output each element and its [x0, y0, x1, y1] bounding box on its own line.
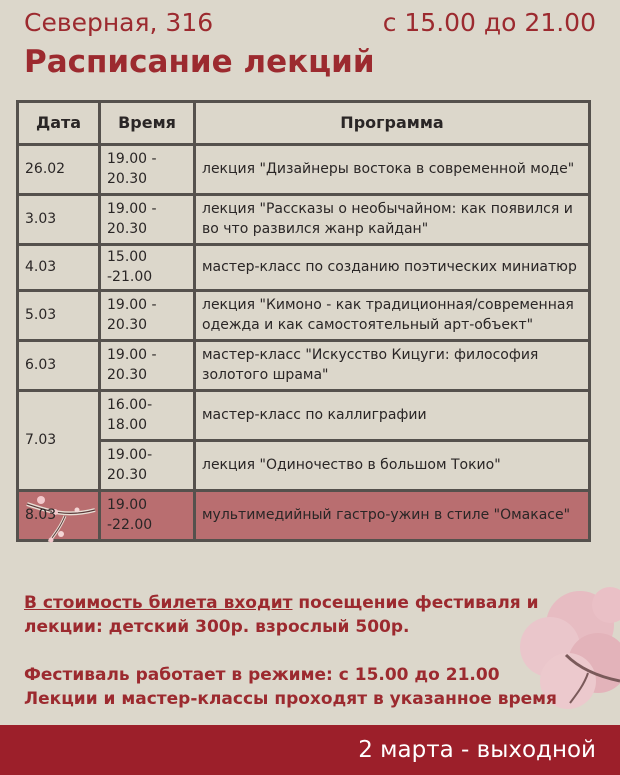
row-date: 6.03	[18, 341, 100, 391]
row-time: 19.00 - 20.30	[100, 341, 195, 391]
row-program: лекция "Одиночество в большом Токио"	[195, 441, 590, 491]
row-program: мастер-класс по каллиграфии	[195, 391, 590, 441]
festival-hours: Фестиваль работает в режиме: с 15.00 до 21.00	[24, 665, 500, 686]
table-row	[18, 245, 590, 291]
row-date-label: 8.03	[25, 506, 57, 523]
row-time: 19.00-20.30	[100, 441, 195, 491]
row-program: мастер-класс по созданию поэтических миниатюр	[195, 245, 590, 291]
row-program: лекция "Дизайнеры востока в современной моде"	[195, 145, 590, 195]
footer-text: 2 марта - выходной	[358, 737, 596, 763]
row-time: 19.00 - 20.30	[100, 145, 195, 195]
row-date: 26.02	[18, 145, 100, 195]
table-row	[18, 291, 590, 341]
row-date: 3.03	[18, 195, 100, 245]
table-row	[18, 441, 590, 491]
row-time: 19.00 - 20.30	[100, 291, 195, 341]
row-time: 19.00 -22.00	[100, 491, 195, 541]
opening-hours: с 15.00 до 21.00	[382, 8, 596, 37]
table-row	[18, 341, 590, 391]
ticket-rest: посещение фестиваля и лекции: детский 300р. взрослый 500р.	[24, 593, 539, 638]
column-header-time: Время	[100, 102, 195, 145]
table-row-highlighted	[18, 491, 590, 541]
footer-banner	[0, 725, 620, 775]
ticket-prefix: В стоимость билета входит	[24, 593, 293, 613]
address: Северная, 316	[24, 8, 214, 37]
row-time: 15.00 -21.00	[100, 245, 195, 291]
page-title: Расписание лекций	[24, 44, 375, 80]
column-header-program: Программа	[195, 102, 590, 145]
row-date: 4.03	[18, 245, 100, 291]
row-time: 16.00-18.00	[100, 391, 195, 441]
table-row	[18, 195, 590, 245]
column-header-date: Дата	[18, 102, 100, 145]
row-date: 7.03	[18, 391, 100, 491]
schedule-table	[16, 100, 591, 542]
row-program: мультимедийный гастро-ужин в стиле "Омакасе"	[195, 491, 590, 541]
row-time: 19.00 - 20.30	[100, 195, 195, 245]
ticket-info	[24, 591, 620, 639]
info-block	[24, 591, 620, 712]
table-header-row	[18, 102, 590, 145]
header-line	[24, 8, 596, 37]
row-program: лекция "Кимоно - как традиционная/современная одежда и как самостоятельный арт-объект"	[195, 291, 590, 341]
lectures-note: Лекции и мастер-классы проходят в указанное время	[24, 689, 557, 710]
row-program: лекция "Рассказы о необычайном: как появился и во что развился жанр кайдан"	[195, 195, 590, 245]
row-date	[18, 491, 100, 541]
row-date: 5.03	[18, 291, 100, 341]
row-program: мастер-класс "Искусство Кицуги: философия золотого шрама"	[195, 341, 590, 391]
table-row	[18, 145, 590, 195]
table-row	[18, 391, 590, 441]
